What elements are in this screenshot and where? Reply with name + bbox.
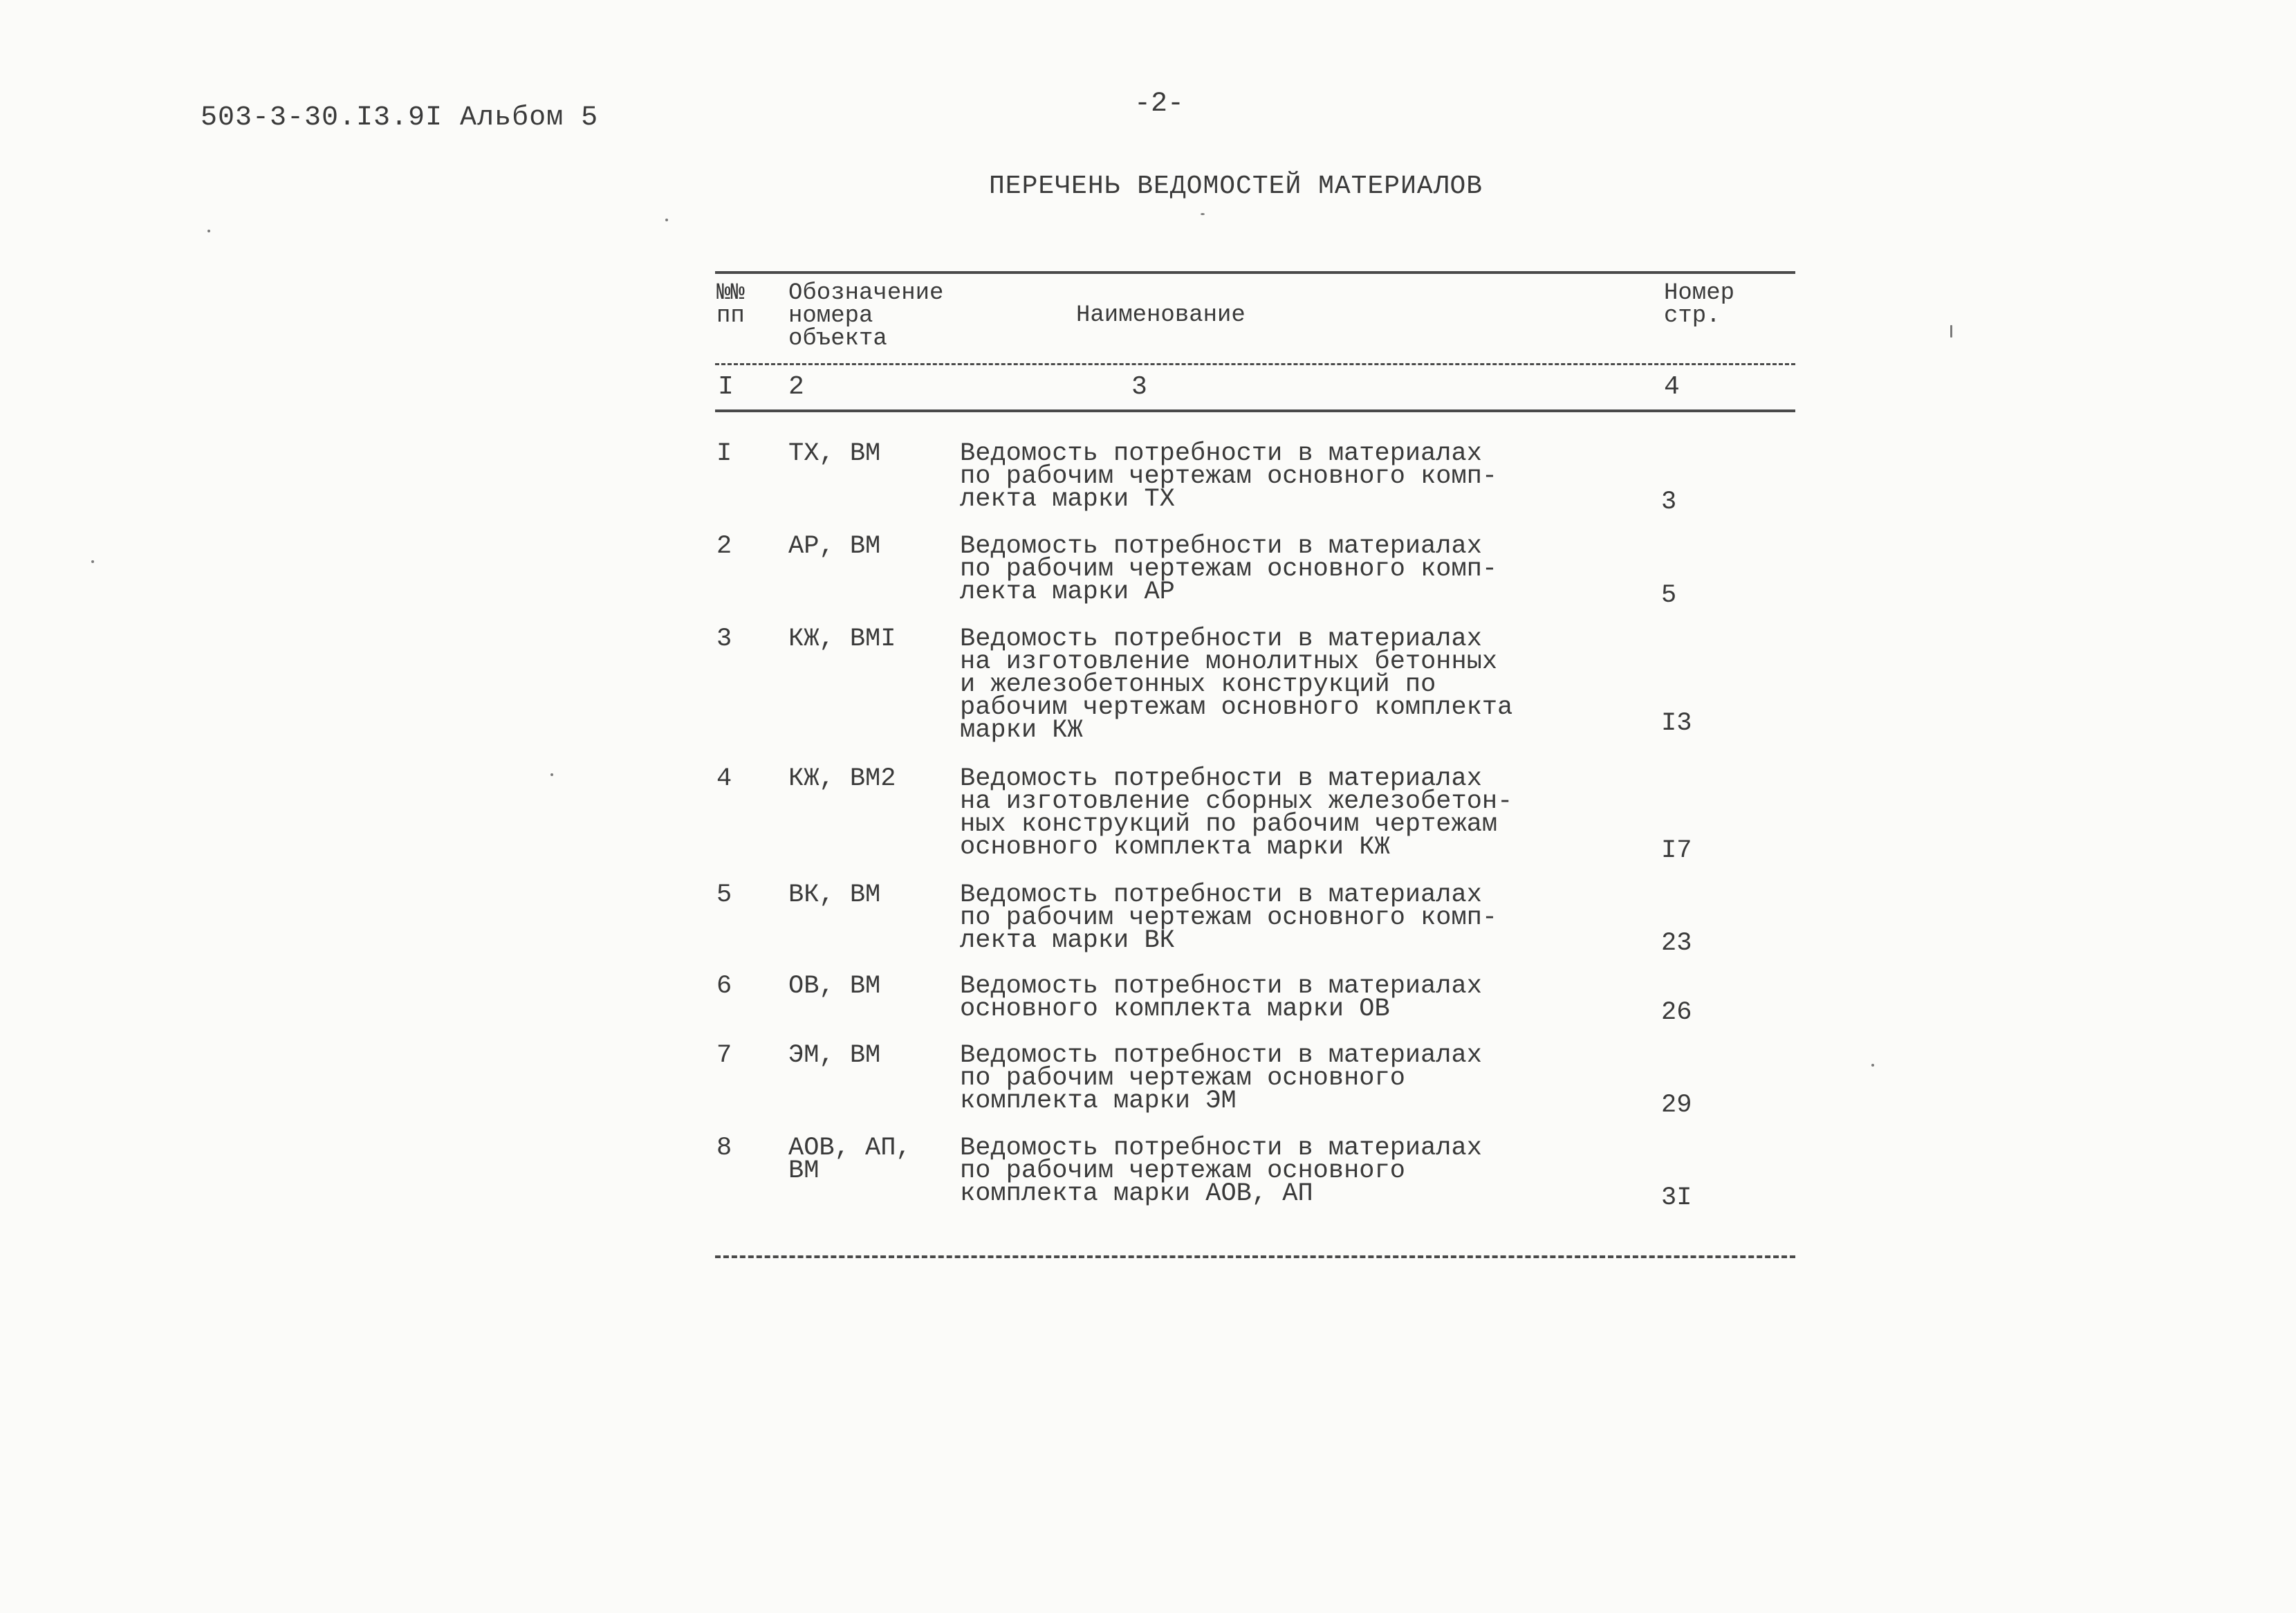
scan-speck bbox=[665, 219, 668, 221]
row-designation: АР, ВМ bbox=[788, 532, 881, 561]
row-name: Ведомость потребности в материалах по рабочим чертежам основного комплекта марки АОВ, АП bbox=[960, 1134, 1482, 1208]
scan-speck bbox=[1871, 1064, 1874, 1067]
row-number: I bbox=[716, 439, 732, 468]
column-header-number: №№ пп bbox=[716, 280, 745, 329]
row-number: 6 bbox=[716, 972, 732, 1001]
row-designation: ОВ, ВМ bbox=[788, 972, 881, 1001]
column-header-page: Номер стр. bbox=[1664, 280, 1735, 329]
row-page: I7 bbox=[1661, 836, 1692, 865]
column-number-2: 2 bbox=[788, 372, 804, 402]
table-top-rule bbox=[715, 271, 1795, 274]
scan-speck bbox=[550, 773, 553, 776]
column-numbers-rule bbox=[715, 409, 1795, 412]
column-header-name: Наименование bbox=[1076, 302, 1246, 329]
row-name: Ведомость потребности в материалах на изготовление монолитных бетонных и железобетонных конструкций по рабочим чертежам основного комплекта марки КЖ bbox=[960, 625, 1513, 745]
row-name: Ведомость потребности в материалах на изготовление сборных железобетон- ных конструкций по рабочим чертежам основного комплекта марки КЖ bbox=[960, 764, 1513, 862]
row-number: 4 bbox=[716, 764, 732, 793]
scan-speck bbox=[91, 560, 94, 563]
row-name: Ведомость потребности в материалах основного комплекта марки ОВ bbox=[960, 972, 1482, 1024]
row-number: 3 bbox=[716, 625, 732, 654]
row-page: 3I bbox=[1661, 1183, 1692, 1213]
row-name: Ведомость потребности в материалах по рабочим чертежам основного комп- лекта марки ТХ bbox=[960, 439, 1498, 514]
row-name: Ведомость потребности в материалах по рабочим чертежам основного комплекта марки ЭМ bbox=[960, 1041, 1482, 1116]
scan-speck bbox=[1201, 213, 1205, 215]
row-number: 5 bbox=[716, 881, 732, 910]
column-number-1: I bbox=[718, 372, 734, 402]
row-name: Ведомость потребности в материалах по рабочим чертежам основного комп- лекта марки АР bbox=[960, 532, 1498, 607]
row-page: I3 bbox=[1661, 709, 1692, 738]
document-title: ПЕРЕЧЕНЬ ВЕДОМОСТЕЙ МАТЕРИАЛОВ bbox=[989, 172, 1483, 201]
row-designation: ВК, ВМ bbox=[788, 881, 881, 910]
scan-speck bbox=[207, 230, 210, 232]
row-designation: КЖ, ВМ2 bbox=[788, 764, 896, 793]
row-designation: ТХ, ВМ bbox=[788, 439, 881, 468]
row-page: 3 bbox=[1661, 488, 1677, 517]
row-name: Ведомость потребности в материалах по рабочим чертежам основного комп- лекта марки ВК bbox=[960, 881, 1498, 955]
row-page: 23 bbox=[1661, 929, 1692, 958]
row-designation: ЭМ, ВМ bbox=[788, 1041, 881, 1070]
column-header-designation: Обозначение номера объекта bbox=[788, 280, 944, 352]
document-code: 503-3-30.I3.9I Альбом 5 bbox=[201, 102, 599, 133]
row-designation: АОВ, АП, ВМ bbox=[788, 1134, 911, 1186]
page-number: -2- bbox=[1134, 89, 1185, 120]
scan-speck bbox=[1950, 325, 1952, 338]
table-bottom-rule bbox=[715, 1255, 1795, 1258]
column-number-4: 4 bbox=[1664, 372, 1680, 402]
row-designation: КЖ, ВМI bbox=[788, 625, 896, 654]
row-page: 26 bbox=[1661, 998, 1692, 1027]
row-page: 29 bbox=[1661, 1091, 1692, 1120]
row-number: 7 bbox=[716, 1041, 732, 1070]
row-number: 2 bbox=[716, 532, 732, 561]
header-bottom-rule bbox=[715, 363, 1795, 365]
row-page: 5 bbox=[1661, 581, 1677, 610]
row-number: 8 bbox=[716, 1134, 732, 1163]
column-number-3: 3 bbox=[1131, 372, 1147, 402]
